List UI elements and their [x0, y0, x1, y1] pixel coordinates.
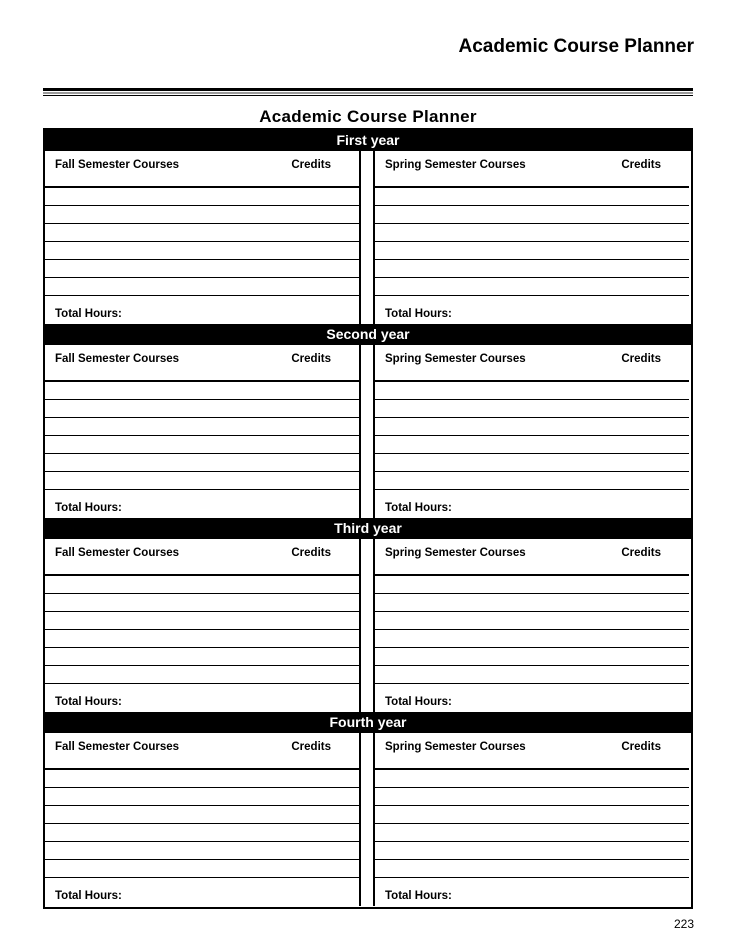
course-entry-line[interactable] [375, 224, 689, 242]
course-entry-line[interactable] [45, 472, 359, 490]
total-hours-label: Total Hours: [385, 890, 452, 902]
semester-header [45, 539, 359, 576]
total-hours-field[interactable] [45, 878, 359, 906]
total-hours-field[interactable] [375, 296, 689, 324]
year-label: First year [45, 130, 691, 151]
column-gap [361, 151, 373, 324]
year-body [45, 345, 691, 518]
total-hours-label: Total Hours: [385, 696, 452, 708]
course-entry-line[interactable] [45, 418, 359, 436]
spring-courses-label: Spring Semester Courses [385, 741, 526, 753]
course-planner-form [43, 128, 693, 909]
spring-semester-panel [373, 345, 689, 518]
course-entry-line[interactable] [45, 648, 359, 666]
course-entry-line[interactable] [375, 472, 689, 490]
fall-courses-label: Fall Semester Courses [55, 547, 180, 559]
course-entry-line[interactable] [375, 382, 689, 400]
fall-courses-label: Fall Semester Courses [55, 159, 180, 171]
spring-semester-panel [373, 151, 689, 324]
form-title: Academic Course Planner [259, 107, 477, 126]
course-entry-line[interactable] [45, 436, 359, 454]
course-entry-line[interactable] [375, 648, 689, 666]
credits-label: Credits [621, 159, 661, 171]
credits-label: Credits [621, 547, 661, 559]
credits-label: Credits [291, 741, 331, 753]
course-entry-line[interactable] [45, 206, 359, 224]
course-entry-line[interactable] [375, 612, 689, 630]
semester-header [45, 345, 359, 382]
spring-semester-panel [373, 539, 689, 712]
course-entry-line[interactable] [45, 242, 359, 260]
course-entry-line[interactable] [45, 770, 359, 788]
year-section-third [45, 518, 691, 712]
course-entry-line[interactable] [375, 278, 689, 296]
course-entry-line[interactable] [375, 842, 689, 860]
course-entry-line[interactable] [375, 206, 689, 224]
year-body [45, 151, 691, 324]
course-entry-line[interactable] [45, 224, 359, 242]
course-entry-line[interactable] [45, 594, 359, 612]
total-hours-label: Total Hours: [385, 502, 452, 514]
course-entry-line[interactable] [45, 612, 359, 630]
total-hours-label: Total Hours: [385, 308, 452, 320]
year-section-second [45, 324, 691, 518]
column-gap [361, 345, 373, 518]
course-entry-line[interactable] [45, 666, 359, 684]
spring-courses-label: Spring Semester Courses [385, 353, 526, 365]
total-hours-field[interactable] [375, 878, 689, 906]
total-hours-label: Total Hours: [55, 696, 122, 708]
year-label: Fourth year [45, 712, 691, 733]
fall-courses-label: Fall Semester Courses [55, 741, 180, 753]
course-entry-line[interactable] [375, 576, 689, 594]
year-body [45, 539, 691, 712]
column-gap [361, 539, 373, 712]
spring-courses-label: Spring Semester Courses [385, 547, 526, 559]
page-number: 223 [673, 917, 694, 931]
fall-courses-label: Fall Semester Courses [55, 353, 180, 365]
course-entry-line[interactable] [45, 454, 359, 472]
course-entry-line[interactable] [45, 382, 359, 400]
semester-header [45, 151, 359, 188]
course-entry-line[interactable] [375, 188, 689, 206]
course-entry-line[interactable] [375, 400, 689, 418]
course-entry-line[interactable] [375, 860, 689, 878]
year-body [45, 733, 691, 906]
course-entry-line[interactable] [375, 260, 689, 278]
spring-semester-panel [373, 733, 689, 906]
spring-courses-label: Spring Semester Courses [385, 159, 526, 171]
semester-header [375, 539, 689, 576]
fall-semester-panel [45, 151, 361, 324]
page-header-title: Academic Course Planner [458, 36, 694, 57]
total-hours-label: Total Hours: [55, 890, 122, 902]
course-entry-line[interactable] [375, 436, 689, 454]
course-entry-line[interactable] [375, 824, 689, 842]
year-label: Second year [45, 324, 691, 345]
course-entry-line[interactable] [375, 454, 689, 472]
total-hours-field[interactable] [45, 490, 359, 518]
total-hours-label: Total Hours: [55, 308, 122, 320]
total-hours-field[interactable] [45, 296, 359, 324]
course-entry-line[interactable] [375, 770, 689, 788]
fall-semester-panel [45, 733, 361, 906]
year-label: Third year [45, 518, 691, 539]
header-divider-thin [43, 95, 693, 96]
course-entry-line[interactable] [375, 242, 689, 260]
total-hours-label: Total Hours: [55, 502, 122, 514]
header-divider-shade [43, 92, 693, 94]
semester-header [375, 733, 689, 770]
course-entry-line[interactable] [45, 860, 359, 878]
course-entry-line[interactable] [45, 278, 359, 296]
course-entry-line[interactable] [45, 630, 359, 648]
course-entry-line[interactable] [375, 788, 689, 806]
course-entry-line[interactable] [375, 630, 689, 648]
total-hours-field[interactable] [375, 490, 689, 518]
year-section-fourth [45, 712, 691, 906]
course-entry-line[interactable] [45, 260, 359, 278]
column-gap [361, 733, 373, 906]
course-entry-line[interactable] [45, 824, 359, 842]
course-entry-line[interactable] [375, 594, 689, 612]
semester-header [375, 345, 689, 382]
total-hours-field[interactable] [375, 684, 689, 712]
credits-label: Credits [291, 353, 331, 365]
semester-header [375, 151, 689, 188]
course-entry-line[interactable] [375, 418, 689, 436]
course-entry-line[interactable] [45, 576, 359, 594]
credits-label: Credits [291, 159, 331, 171]
year-section-first [45, 130, 691, 324]
credits-label: Credits [621, 741, 661, 753]
fall-semester-panel [45, 345, 361, 518]
course-entry-line[interactable] [45, 788, 359, 806]
total-hours-field[interactable] [45, 684, 359, 712]
course-entry-line[interactable] [45, 400, 359, 418]
course-entry-line[interactable] [375, 806, 689, 824]
course-entry-line[interactable] [45, 842, 359, 860]
credits-label: Credits [621, 353, 661, 365]
course-entry-line[interactable] [45, 188, 359, 206]
fall-semester-panel [45, 539, 361, 712]
credits-label: Credits [291, 547, 331, 559]
semester-header [45, 733, 359, 770]
course-entry-line[interactable] [375, 666, 689, 684]
course-entry-line[interactable] [45, 806, 359, 824]
header-divider [43, 88, 693, 91]
